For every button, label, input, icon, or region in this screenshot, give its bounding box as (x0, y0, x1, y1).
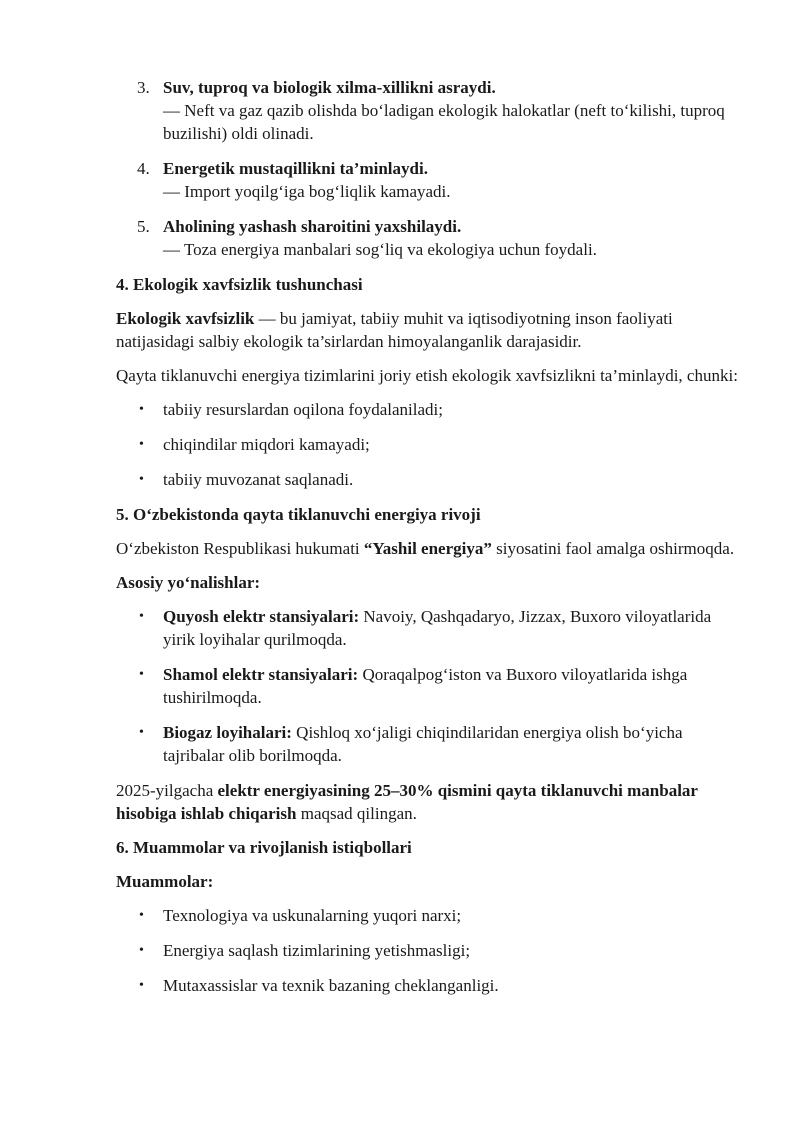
section-heading: 5. O‘zbekistonda qayta tiklanuvchi energiya rivoji (116, 505, 481, 524)
term: Ekologik xavfsizlik (116, 309, 255, 328)
list-item (116, 215, 746, 261)
goal: elektr energiyasining 25–30% qismini qayta tiklanuvchi manbalar hisobiga ishlab chiqarish (116, 781, 698, 823)
item-desc: — Toza energiya manbalari sog‘liq va ekologiya uchun foydali. (163, 240, 597, 259)
item-text: Qishloq xo‘jaligi chiqindilaridan energiya olish bo‘yicha tajribalar olib borilmoqda. (163, 723, 683, 765)
list-item (116, 76, 746, 145)
item-number: 4. (137, 159, 150, 178)
list-item: • tabiiy resurslardan oqilona foydalaniladi; (116, 398, 746, 421)
subheading: Asosiy yo‘nalishlar: (116, 573, 261, 592)
paragraph (116, 307, 746, 353)
bullet-list (116, 398, 746, 491)
paragraph: Qayta tiklanuvchi energiya tizimlarini joriy etish ekologik xavfsizlikni ta’minlaydi, chunki: (116, 366, 738, 385)
benefits-list (116, 76, 746, 261)
bullet-list (116, 904, 746, 997)
text: O‘zbekiston Respublikasi hukumati (116, 539, 364, 558)
document-content (116, 76, 746, 1009)
definition: — bu jamiyat, tabiiy muhit va iqtisodiyotning inson faoliyati natijasidagi salbiy ekologik ta’sirlardan himoyalanganlik darajasidir. (116, 309, 673, 351)
list-item: • Mutaxassislar va texnik bazaning cheklanganligi. (116, 974, 746, 997)
list-item: • Energiya saqlash tizimlarining yetishmasligi; (116, 939, 746, 962)
item-label: Shamol elektr stansiyalari: (163, 665, 359, 684)
text: 2025-yilgacha (116, 781, 218, 800)
list-item: • tabiiy muvozanat saqlanadi. (116, 468, 746, 491)
policy-name: “Yashil energiya” (363, 539, 492, 558)
item-label: Quyosh elektr stansiyalari: (163, 607, 360, 626)
item-title: Suv, tuproq va biologik xilma-xillikni asraydi. (163, 78, 496, 97)
text: maqsad qilingan. (296, 804, 417, 823)
text: siyosatini faol amalga oshirmoqda. (491, 539, 735, 558)
item-number: 3. (137, 78, 150, 97)
paragraph (116, 779, 746, 825)
item-text: Navoiy, Qashqadaryo, Jizzax, Buxoro viloyatlarida yirik loyihalar qurilmoqda. (163, 607, 712, 649)
paragraph (116, 537, 746, 560)
section-heading: 6. Muammolar va rivojlanish istiqbollari (116, 838, 412, 857)
item-desc: — Neft va gaz qazib olishda bo‘ladigan ekologik halokatlar (neft to‘kilishi, tuproq buzilishi) oldi olinadi. (163, 101, 725, 143)
list-item (116, 157, 746, 203)
list-item (116, 663, 746, 709)
list-item (116, 605, 746, 651)
list-item: • Texnologiya va uskunalarning yuqori narxi; (116, 904, 746, 927)
item-title: Energetik mustaqillikni ta’minlaydi. (163, 159, 428, 178)
bullet-list (116, 605, 746, 767)
section-heading: 4. Ekologik xavfsizlik tushunchasi (116, 275, 363, 294)
item-title: Aholining yashash sharoitini yaxshilaydi. (163, 217, 462, 236)
item-number: 5. (137, 217, 150, 236)
item-text: Qoraqalpog‘iston va Buxoro viloyatlarida ishga tushirilmoqda. (163, 665, 688, 707)
item-label: Biogaz loyihalari: (163, 723, 292, 742)
item-desc: — Import yoqilg‘iga bog‘liqlik kamayadi. (163, 182, 451, 201)
list-item: • chiqindilar miqdori kamayadi; (116, 433, 746, 456)
subheading: Muammolar: (116, 872, 214, 891)
list-item (116, 721, 746, 767)
